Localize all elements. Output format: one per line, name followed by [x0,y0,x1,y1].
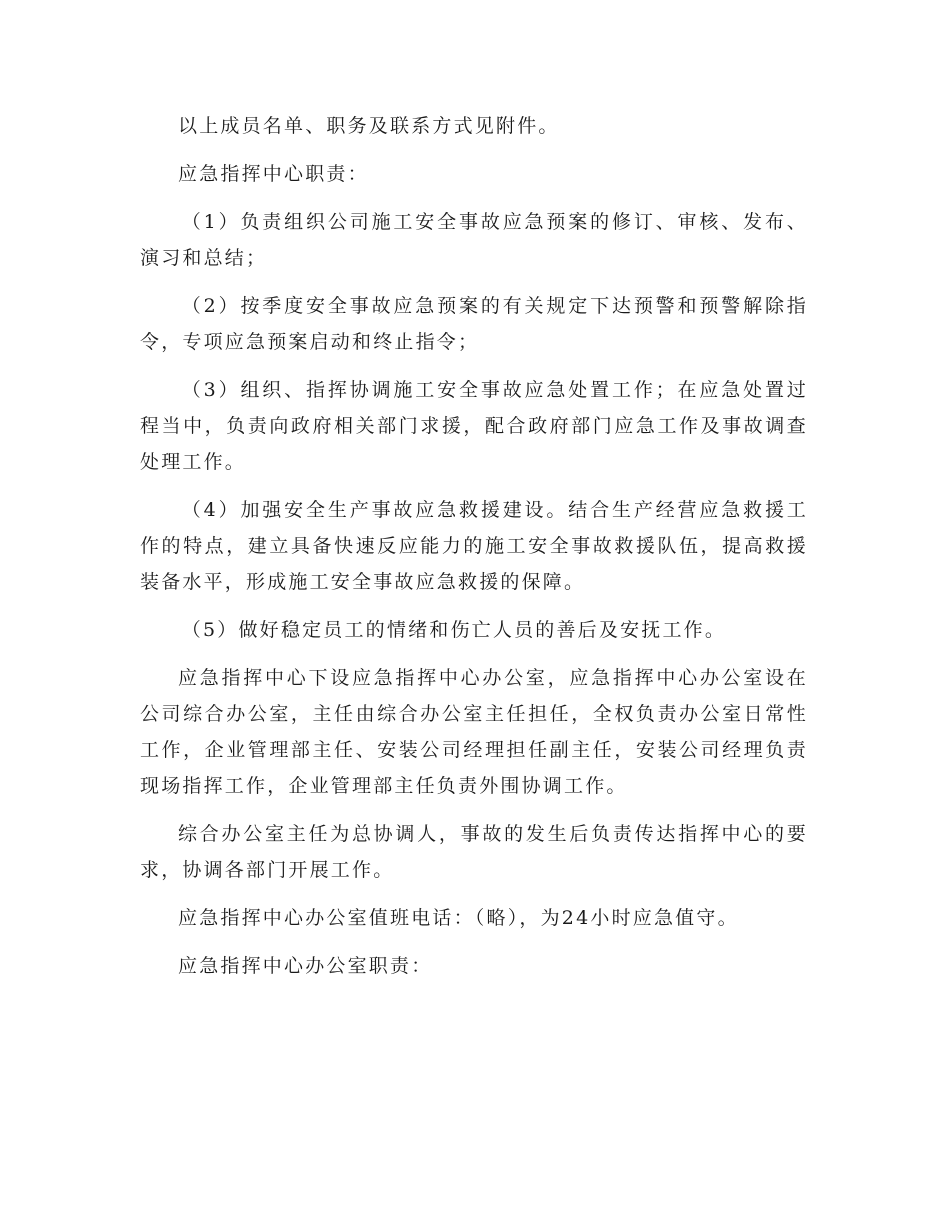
paragraph-duty-item-4: （4）加强安全生产事故应急救援建设。结合生产经营应急救援工作的特点，建立具备快速反应能力的施工安全事故救援队伍，提高救援装备水平，形成施工安全事故应急救援的保障。 [140,499,808,593]
paragraph-office-duties-heading: 应急指挥中心办公室职责： [178,955,433,977]
paragraph-duty-item-3: （3）组织、指挥协调施工安全事故应急处置工作；在应急处置过程当中，负责向政府相关部门求援，配合政府部门应急工作及事故调查处理工作。 [140,379,808,473]
paragraph-duty-item-2: （2）按季度安全事故应急预案的有关规定下达预警和预警解除指令，专项应急预案启动和终止指令； [140,295,808,353]
paragraph-coordinator: 综合办公室主任为总协调人，事故的发生后负责传达指挥中心的要求，协调各部门开展工作。 [140,823,808,881]
paragraph-office-setup: 应急指挥中心下设应急指挥中心办公室，应急指挥中心办公室设在公司综合办公室，主任由综合办公室主任担任，全权负责办公室日常性工作，企业管理部主任、安装公司经理担任副主任，安装公司经理负责现场指挥工作，企业管理部主任负责外围协调工作。 [140,667,808,797]
paragraph-duty-item-1: （1）负责组织公司施工安全事故应急预案的修订、审核、发布、演习和总结； [140,211,808,269]
document-body [140,108,808,996]
paragraph-command-center-duties-heading: 应急指挥中心职责： [178,163,369,185]
paragraph-duty-phone: 应急指挥中心办公室值班电话：（略），为24小时应急值守。 [178,907,739,929]
paragraph-duty-item-5: （5）做好稳定员工的情绪和伤亡人员的善后及安抚工作。 [181,619,727,641]
paragraph-member-list-note: 以上成员名单、职务及联系方式见附件。 [178,115,560,137]
